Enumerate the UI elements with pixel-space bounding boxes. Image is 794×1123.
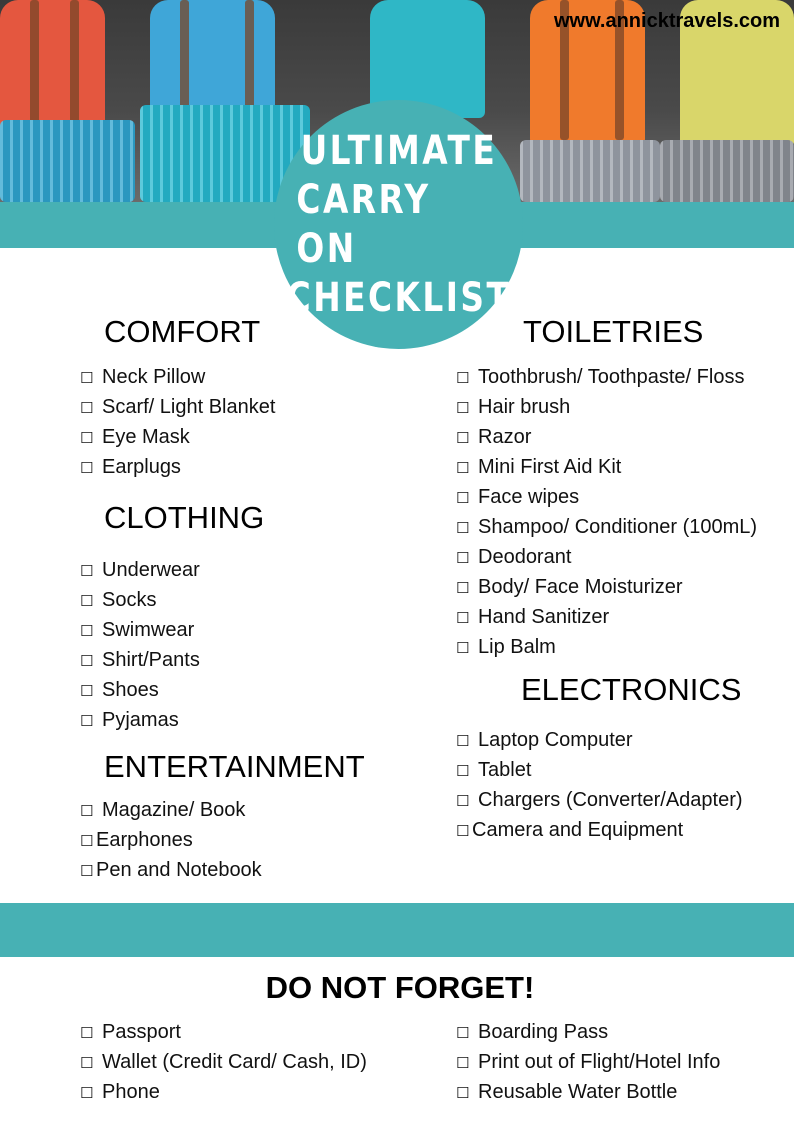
- checkbox-icon[interactable]: ☐: [456, 579, 470, 597]
- list-item[interactable]: ☐ Scarf/ Light Blanket: [80, 393, 275, 423]
- list-item[interactable]: ☐ Chargers (Converter/Adapter): [456, 786, 743, 816]
- backpack-strap: [30, 0, 39, 130]
- website-url: www.annicktravels.com: [553, 10, 780, 32]
- checkbox-icon[interactable]: ☐: [80, 832, 94, 850]
- entertainment-list: [80, 796, 262, 886]
- checkbox-icon[interactable]: ☐: [456, 732, 470, 750]
- checkbox-icon[interactable]: ☐: [80, 622, 94, 640]
- checkbox-icon[interactable]: ☐: [80, 802, 94, 820]
- backpack-red: [0, 0, 105, 135]
- checkbox-icon[interactable]: ☐: [456, 639, 470, 657]
- backpack-strap: [70, 0, 79, 130]
- do-not-forget-right-list: [456, 1018, 720, 1108]
- checkbox-icon[interactable]: ☐: [456, 1024, 470, 1042]
- entertainment-heading: ENTERTAINMENT: [104, 749, 365, 784]
- list-item[interactable]: ☐ Earplugs: [80, 453, 275, 483]
- title-line-2: CARRY ON: [296, 176, 431, 272]
- list-item[interactable]: ☐ Phone: [80, 1078, 367, 1108]
- checkbox-icon[interactable]: ☐: [456, 489, 470, 507]
- checkbox-icon[interactable]: ☐: [80, 862, 94, 880]
- list-item[interactable]: ☐ Shirt/Pants: [80, 646, 200, 676]
- checkbox-icon[interactable]: ☐: [80, 1054, 94, 1072]
- list-item[interactable]: ☐ Pen and Notebook: [80, 856, 262, 886]
- checkbox-icon[interactable]: ☐: [80, 459, 94, 477]
- checkbox-icon[interactable]: ☐: [456, 369, 470, 387]
- list-item[interactable]: ☐ Earphones: [80, 826, 262, 856]
- checkbox-icon[interactable]: ☐: [80, 712, 94, 730]
- electronics-list: [456, 726, 743, 846]
- clothing-list: [80, 556, 200, 736]
- list-item[interactable]: ☐ Eye Mask: [80, 423, 275, 453]
- list-item[interactable]: ☐ Razor: [456, 423, 757, 453]
- list-item[interactable]: ☐ Print out of Flight/Hotel Info: [456, 1048, 720, 1078]
- list-item[interactable]: ☐ Passport: [80, 1018, 367, 1048]
- checkbox-icon[interactable]: ☐: [80, 1084, 94, 1102]
- toiletries-list: [456, 363, 757, 663]
- suitcase-grey: [660, 140, 794, 202]
- checkbox-icon[interactable]: ☐: [456, 549, 470, 567]
- suitcase-silver: [520, 140, 660, 202]
- checkbox-icon[interactable]: ☐: [80, 429, 94, 447]
- checkbox-icon[interactable]: ☐: [80, 399, 94, 417]
- list-item[interactable]: ☐ Hand Sanitizer: [456, 603, 757, 633]
- checkbox-icon[interactable]: ☐: [456, 519, 470, 537]
- do-not-forget-heading: DO NOT FORGET!: [265, 970, 535, 1005]
- list-item[interactable]: ☐ Wallet (Credit Card/ Cash, ID): [80, 1048, 367, 1078]
- checkbox-icon[interactable]: ☐: [80, 369, 94, 387]
- list-item[interactable]: ☐ Camera and Equipment: [456, 816, 743, 846]
- checkbox-icon[interactable]: ☐: [456, 792, 470, 810]
- bottom-accent-band: [0, 903, 794, 957]
- backpack-strap: [180, 0, 189, 110]
- checkbox-icon[interactable]: ☐: [456, 459, 470, 477]
- checkbox-icon[interactable]: ☐: [456, 609, 470, 627]
- electronics-heading: ELECTRONICS: [521, 672, 742, 707]
- list-item[interactable]: ☐ Toothbrush/ Toothpaste/ Floss: [456, 363, 757, 393]
- list-item[interactable]: ☐ Socks: [80, 586, 200, 616]
- checkbox-icon[interactable]: ☐: [456, 1054, 470, 1072]
- title-circle: [274, 100, 523, 349]
- checkbox-icon[interactable]: ☐: [80, 562, 94, 580]
- suitcase-blue: [0, 120, 135, 202]
- backpack-strap: [245, 0, 254, 110]
- checkbox-icon[interactable]: ☐: [456, 399, 470, 417]
- backpack-blue: [150, 0, 275, 120]
- checkbox-icon[interactable]: ☐: [80, 1024, 94, 1042]
- list-item[interactable]: ☐ Magazine/ Book: [80, 796, 262, 826]
- list-item[interactable]: ☐ Hair brush: [456, 393, 757, 423]
- checkbox-icon[interactable]: ☐: [456, 1084, 470, 1102]
- list-item[interactable]: ☐ Mini First Aid Kit: [456, 453, 757, 483]
- toiletries-heading: TOILETRIES: [523, 314, 704, 349]
- list-item[interactable]: ☐ Face wipes: [456, 483, 757, 513]
- list-item[interactable]: ☐ Lip Balm: [456, 633, 757, 663]
- list-item[interactable]: ☐ Reusable Water Bottle: [456, 1078, 720, 1108]
- list-item[interactable]: ☐ Boarding Pass: [456, 1018, 720, 1048]
- checkbox-icon[interactable]: ☐: [456, 762, 470, 780]
- checkbox-icon[interactable]: ☐: [80, 682, 94, 700]
- list-item[interactable]: ☐ Shampoo/ Conditioner (100mL): [456, 513, 757, 543]
- list-item[interactable]: ☐ Body/ Face Moisturizer: [456, 573, 757, 603]
- list-item[interactable]: ☐ Neck Pillow: [80, 363, 275, 393]
- list-item[interactable]: ☐ Underwear: [80, 556, 200, 586]
- checkbox-icon[interactable]: ☐: [80, 592, 94, 610]
- list-item[interactable]: ☐ Swimwear: [80, 616, 200, 646]
- list-item[interactable]: ☐ Shoes: [80, 676, 200, 706]
- do-not-forget-left-list: [80, 1018, 367, 1108]
- checkbox-icon[interactable]: ☐: [456, 429, 470, 447]
- checkbox-icon[interactable]: ☐: [456, 822, 470, 840]
- comfort-heading: COMFORT: [104, 314, 261, 349]
- checkbox-icon[interactable]: ☐: [80, 652, 94, 670]
- title-line-1: ULTIMATE: [300, 127, 497, 174]
- list-item[interactable]: ☐ Pyjamas: [80, 706, 200, 736]
- list-item[interactable]: ☐ Laptop Computer: [456, 726, 743, 756]
- title-line-3: CHECKLIST: [286, 274, 511, 321]
- list-item[interactable]: ☐ Deodorant: [456, 543, 757, 573]
- list-item[interactable]: ☐ Tablet: [456, 756, 743, 786]
- clothing-heading: CLOTHING: [104, 500, 265, 535]
- comfort-list: [80, 363, 275, 483]
